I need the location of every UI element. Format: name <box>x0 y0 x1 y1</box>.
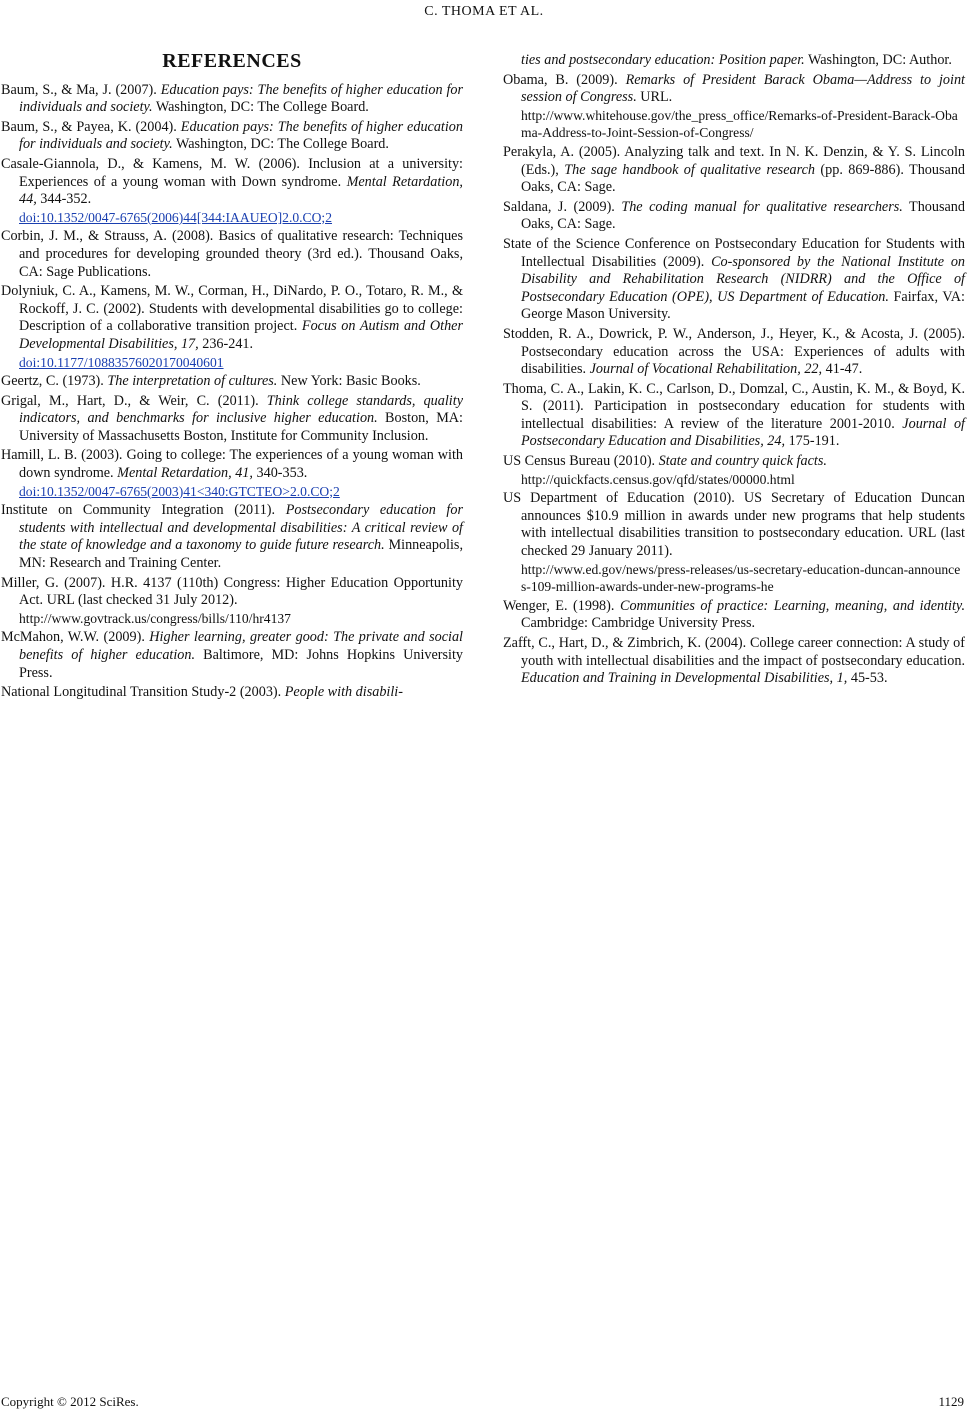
reference-entry <box>1 447 463 500</box>
reference-entry <box>1 629 463 682</box>
reference-text: US Census Bureau (2010). <box>503 453 659 470</box>
reference-text: Perakyla, A. (2005). Analyzing talk and text. In N. K. Denzin, & Y. S. Lincoln (Eds.), <box>503 143 965 178</box>
footer-copyright: Copyright © 2012 SciRes. <box>1 1394 139 1409</box>
reference-title: Journal of Vocational Rehabilitation, 22, <box>589 361 823 378</box>
reference-entry <box>1 393 463 446</box>
reference-entry <box>503 490 965 596</box>
reference-text: Geertz, C. (1973). <box>1 373 108 390</box>
reference-publisher: Boston, MA: University of Massachusetts Boston, Institute for Community Inclusion. <box>19 410 463 444</box>
doi-link[interactable]: doi:10.1177/10883576020170040601 <box>19 354 224 370</box>
reference-publisher: Minneapolis, MN: Research and Training Center. <box>19 537 463 572</box>
reference-entry <box>503 635 965 688</box>
reference-text: Institute on Community Integration (2011). <box>1 502 286 519</box>
reference-title: The sage handbook of qualitative research <box>564 161 815 178</box>
reference-title: Mental Retardation, 44, <box>19 173 463 208</box>
reference-title: State and country quick facts. <box>658 453 827 470</box>
reference-publisher: Fairfax, VA: George Mason University. <box>521 288 965 323</box>
reference-text: Zafft, C., Hart, D., & Zimbrich, K. (2004). College career connection: A study of youth with intellectual disabilities and the impact of postsecondary education. <box>503 635 965 669</box>
reference-title: Focus on Autism and Other Developmental Disabilities, 17, <box>19 318 463 352</box>
reference-publisher: Thousand Oaks, CA: Sage. <box>521 198 965 233</box>
reference-text: National Longitudinal Transition Study-2 (2003). <box>1 684 285 701</box>
reference-text: Stodden, R. A., Dowrick, P. W., Anderson, J., Heyer, K., & Acosta, J. (2005). Postsecondary education across the USA: Experiences of adults with disabilities. <box>503 325 965 378</box>
footer-page-number: 1129 <box>938 1394 964 1409</box>
reference-publisher: Washington, DC: The College Board. <box>152 99 369 116</box>
reference-title: Communities of practice: Learning, meaning, and identity. <box>619 597 965 614</box>
left-reference-list <box>1 82 463 702</box>
reference-text: McMahon, W.W. (2009). <box>1 629 150 646</box>
reference-entry <box>503 144 965 197</box>
reference-entry <box>503 453 965 488</box>
reference-publisher: New York: Basic Books. <box>277 373 421 390</box>
reference-url: http://www.ed.gov/news/press-releases/us-secretary-education-duncan-announces-109-million-awards-under-new-programs-he <box>521 561 961 595</box>
reference-entry <box>503 326 965 379</box>
reference-text: Grigal, M., Hart, D., & Weir, C. (2011). <box>1 392 267 409</box>
left-column <box>1 50 463 704</box>
reference-title: Education and Training in Developmental Disabilities, 1, <box>521 670 848 687</box>
reference-publisher: 344-352. <box>36 191 92 208</box>
reference-text: Wenger, E. (1998). <box>503 597 620 614</box>
reference-publisher: (pp. 869-886). Thousand Oaks, CA: Sage. <box>521 161 966 196</box>
reference-entry <box>503 72 965 142</box>
reference-publisher: 45-53. <box>847 670 888 687</box>
right-column <box>503 52 965 690</box>
reference-publisher: Washington, DC: Author. <box>804 52 952 68</box>
reference-entry <box>503 381 965 451</box>
reference-entry <box>503 199 965 234</box>
reference-entry <box>503 598 965 633</box>
reference-text: Casale-Giannola, D., & Kamens, M. W. (2006). Inclusion at a university: Experiences of a young woman with Down syndrome. <box>1 155 463 190</box>
reference-url: http://quickfacts.census.gov/qfd/states/00000.html <box>521 471 795 487</box>
doi-link[interactable]: doi:10.1352/0047-6765(2006)44[344:IAAUEO]2.0.CO;2 <box>19 209 333 225</box>
reference-title: Higher learning, greater good: The private and social benefits of higher education. <box>19 629 463 663</box>
reference-text: US Department of Education (2010). US Secretary of Education Duncan announces $10.9 million in awards under new programs that help students with intellectual disabilities transition to postsecondary education. URL (last checked 29 January 2011). <box>503 490 965 560</box>
reference-title: The coding manual for qualitative researchers. <box>621 198 903 215</box>
reference-publisher: 236-241. <box>198 335 254 352</box>
section-title: REFERENCES <box>162 50 302 72</box>
reference-publisher: URL. <box>636 89 673 106</box>
reference-entry <box>1 228 463 281</box>
reference-publisher: Baltimore, MD: Johns Hopkins University Press. <box>19 647 464 681</box>
reference-entry <box>503 236 965 324</box>
reference-text: Thoma, C. A., Lakin, K. C., Carlson, D., Domzal, C., Austin, K. M., & Boyd, K. S. (2011). Participation in postsecondary education for students with intellectual disabilities: A review of the literature 2001-2010. <box>503 380 965 432</box>
reference-entry <box>1 119 463 154</box>
reference-entry <box>1 575 463 628</box>
reference-title: ties and postsecondary education: Position paper. <box>521 52 805 68</box>
reference-text: Hamill, L. B. (2003). Going to college: The experiences of a young woman with down syndrome. <box>1 447 463 482</box>
reference-title: Co-sponsored by the National Institute on Disability and Rehabilitation Research (NIDRR) and the Office of Postsecondary Education (OPE), US Department of Education. <box>521 253 966 305</box>
reference-title: Journal of Postsecondary Education and Disabilities, 24, <box>521 415 965 450</box>
reference-entry <box>1 283 463 371</box>
reference-publisher: Washington, DC: The College Board. <box>172 136 389 153</box>
reference-publisher: 41-47. <box>822 361 863 378</box>
reference-url: http://www.govtrack.us/congress/bills/110/hr4137 <box>19 610 291 626</box>
reference-text: Obama, B. (2009). <box>503 71 626 88</box>
reference-title: Mental Retardation, 41, <box>117 465 253 482</box>
reference-title: Education pays: The benefits of higher education for individuals and society. <box>19 81 463 116</box>
reference-entry <box>1 373 463 391</box>
reference-title: Think college standards, quality indicators, and benchmarks for inclusive higher education. <box>19 392 463 427</box>
reference-text: State of the Science Conference on Postsecondary Education for Students with Intellectual Disabilities (2009). <box>503 235 965 270</box>
reference-publisher: 175-191. <box>785 433 840 450</box>
reference-entry <box>1 684 463 702</box>
reference-entry <box>503 52 965 70</box>
reference-publisher: Cambridge: Cambridge University Press. <box>521 615 756 632</box>
reference-title: Remarks of President Barack Obama—Address to joint session of Congress. <box>521 71 965 106</box>
reference-title: Postsecondary education for students with intellectual and developmental disabilities: A critical review of the state of knowledge and a taxonomy to guide future research. <box>19 502 463 554</box>
reference-entry <box>1 82 463 117</box>
reference-publisher: 340-353. <box>252 465 308 482</box>
reference-text: Miller, G. (2007). H.R. 4137 (110th) Congress: Higher Education Opportunity Act. URL (last checked 31 July 2012). <box>1 574 463 609</box>
right-reference-list <box>503 52 965 688</box>
reference-text: Corbin, J. M., & Strauss, A. (2008). Basics of qualitative research: Techniques and procedures for developing grounded theory (3rd ed.). Thousand Oaks, CA: Sage Publications. <box>1 228 463 280</box>
reference-entry <box>1 156 463 226</box>
reference-text: Dolyniuk, C. A., Kamens, M. W., Corman, H., DiNardo, P. O., Totaro, R. M., & Rockoff, J. C. (2002). Students with developmental disabilities go to college: Description of a collaborative transition project. <box>1 283 463 335</box>
reference-text: Baum, S., & Ma, J. (2007). <box>1 81 161 98</box>
reference-title: The interpretation of cultures. <box>107 373 278 390</box>
reference-title: People with disabili- <box>284 684 403 701</box>
reference-text: Baum, S., & Payea, K. (2004). <box>1 118 181 135</box>
running-head: C. THOMA ET AL. <box>424 4 544 19</box>
doi-link[interactable]: doi:10.1352/0047-6765(2003)41<340:GTCTEO>2.0.CO;2 <box>19 483 340 499</box>
reference-text: Saldana, J. (2009). <box>503 198 622 215</box>
reference-title: Education pays: The benefits of higher education for individuals and society. <box>19 118 463 153</box>
reference-url: http://www.whitehouse.gov/the_press_office/Remarks-of-President-Barack-Obama-Address-to-Joint-Session-of-Congress/ <box>521 107 958 141</box>
reference-entry <box>1 502 463 572</box>
